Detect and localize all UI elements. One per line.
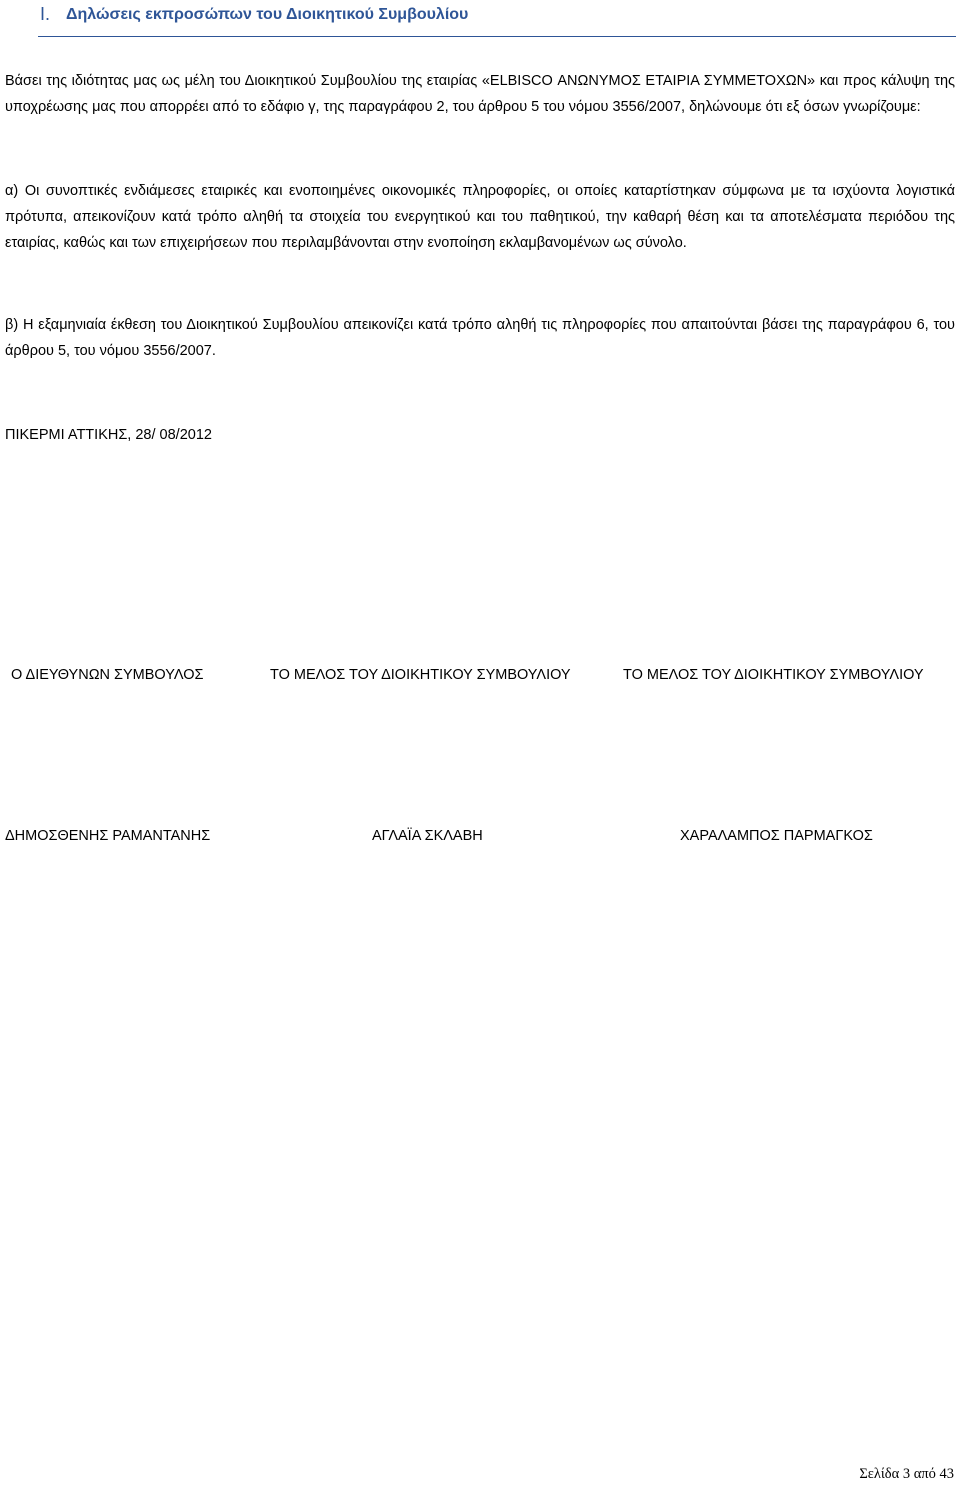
signatory-name: ΑΓΛΑΪΑ ΣΚΛΑΒΗ: [372, 828, 483, 844]
section-heading: [38, 0, 956, 37]
place-date: ΠΙΚΕΡΜΙ ΑΤΤΙΚΗΣ, 28/ 08/2012: [5, 427, 212, 443]
section-number: I.: [40, 4, 51, 24]
signatory-name: ΔΗΜΟΣΘΕΝΗΣ ΡΑΜΑΝΤΑΝΗΣ: [5, 828, 211, 844]
statement-b-paragraph: β) Η εξαμηνιαία έκθεση του Διοικητικού Συμβουλίου απεικονίζει κατά τρόπο αληθή τις πληροφορίες που απαιτούνται βάσει της παραγράφου 6, του άρθρου 5, του νόμου 3556/2007.: [5, 317, 955, 359]
signatory-title: ΤΟ ΜΕΛΟΣ ΤΟΥ ΔΙΟΙΚΗΤΙΚΟΥ ΣΥΜΒΟΥΛΙΟΥ: [623, 667, 924, 683]
signatory-title: ΤΟ ΜΕΛΟΣ ΤΟΥ ΔΙΟΙΚΗΤΙΚΟΥ ΣΥΜΒΟΥΛΙΟΥ: [270, 667, 571, 683]
statement-a-paragraph: α) Οι συνοπτικές ενδιάμεσες εταιρικές και ενοποιημένες οικονομικές πληροφορίες, οι οποίες καταρτίστηκαν σύμφωνα με τα ισχύοντα λογιστικά πρότυπα, απεικονίζουν κατά τρόπο αληθή τα στοιχεία του ενεργητικού και του παθητικού, την καθαρή θέση και τα αποτελέσματα περιόδου της εταιρίας, καθώς και των επιχειρήσεων που περιλαμβάνονται στην ενοποίηση εκλαμβανομένων ως σύνολο.: [5, 183, 955, 251]
intro-paragraph: Βάσει της ιδιότητας μας ως μέλη του Διοικητικού Συμβουλίου της εταιρίας «ELBISCO ΑΝΩΝΥΜΟΣ ΕΤΑΙΡΙΑ ΣΥΜΜΕΤΟΧΩΝ» και προς κάλυψη της υποχρέωσης μας που απορρέει από το εδάφιο γ, της παραγράφου 2, του άρθρου 5 του νόμου 3556/2007, δηλώνουμε ότι εξ όσων γνωρίζουμε:: [5, 73, 955, 115]
signatory-title: Ο ΔΙΕΥΘΥΝΩΝ ΣΥΜΒΟΥΛΟΣ: [11, 667, 204, 683]
page-number-footer: Σελίδα 3 από 43: [859, 1466, 954, 1482]
signatory-name: ΧΑΡΑΛΑΜΠΟΣ ΠΑΡΜΑΓΚΟΣ: [680, 828, 873, 844]
section-title: Δηλώσεις εκπροσώπων του Διοικητικού Συμβουλίου: [66, 6, 469, 23]
